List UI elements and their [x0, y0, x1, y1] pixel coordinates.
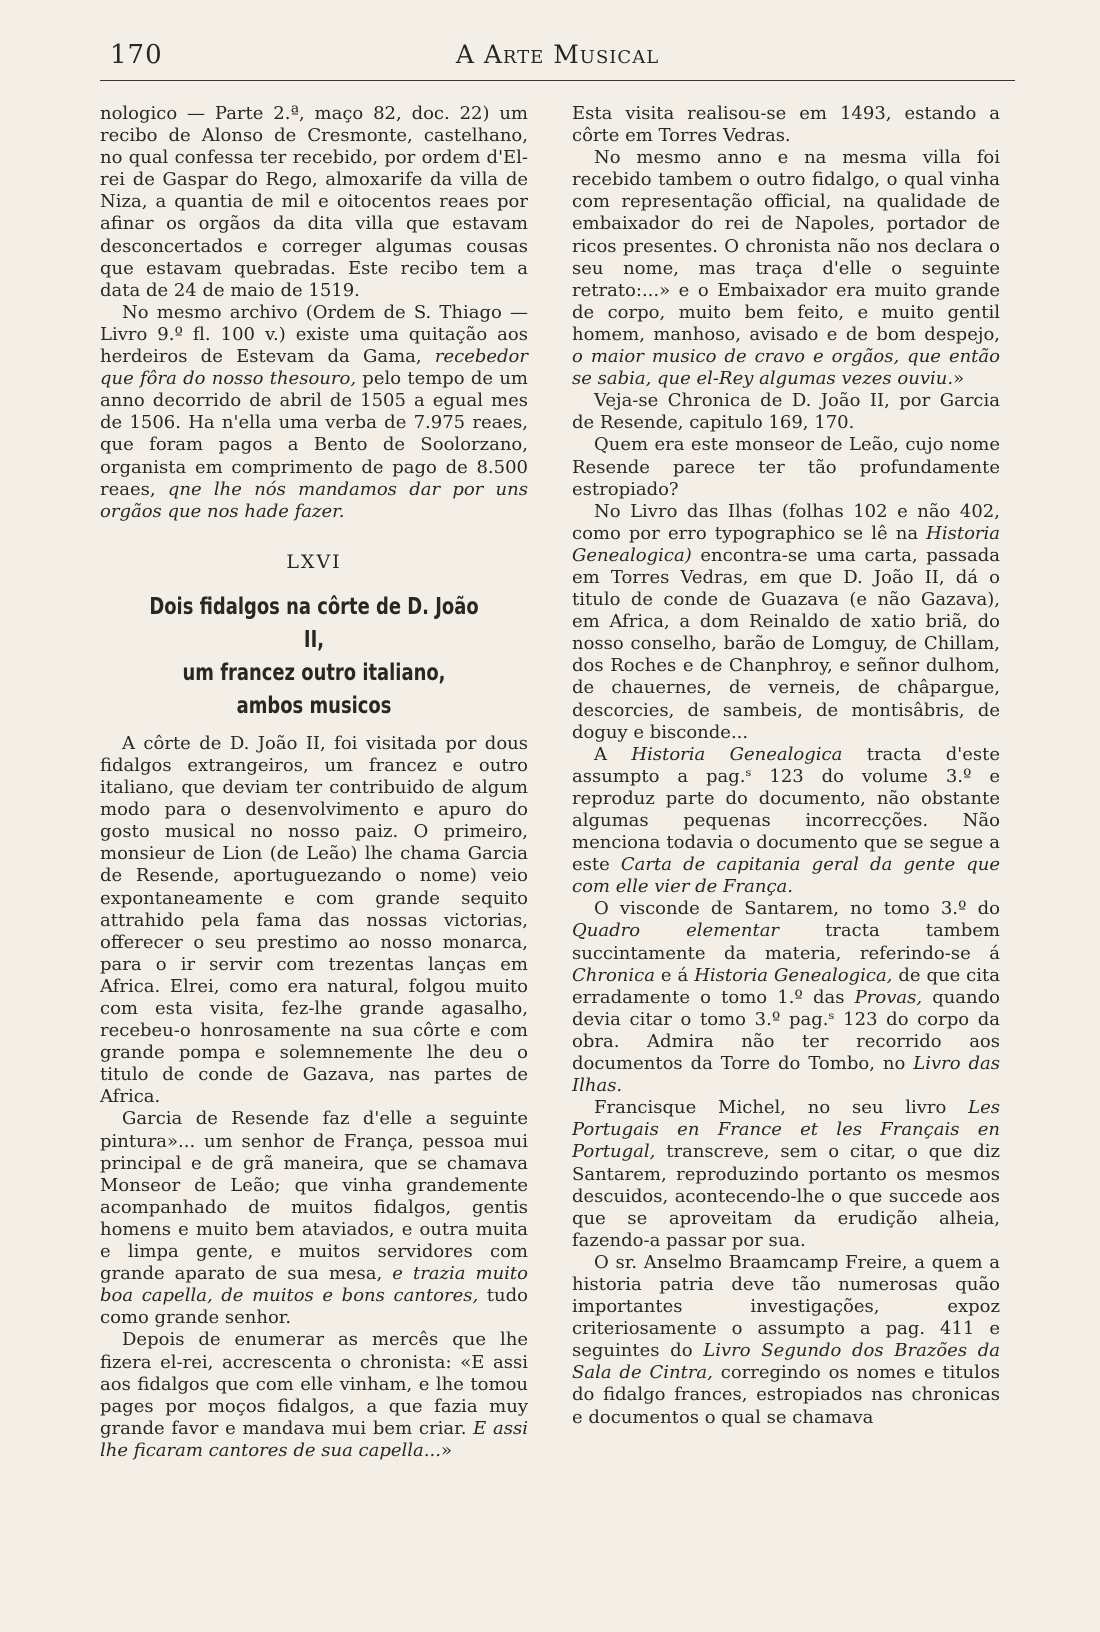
paragraph: nologico — Parte 2.ª, maço 82, doc. 22) um recibo de Alonso de Cresmonte, castelhano, no qual confessa ter recebido, por ordem d'El-rei de Gaspar do Rego, almoxarife da villa de Niza, a quantia de mil e oitocentos reaes por afinar os orgãos da dita villa que estavam desconcertados e correger algumas cousas que estavam quebradas. Este recibo tem a data de 24 de maio de 1519.: [100, 103, 528, 301]
left-column: [100, 103, 528, 1462]
running-title: A Arte Musical: [455, 40, 660, 69]
paragraph: Francisque Michel, no seu livro Les Portugais en France et les Français en Portugal, transcreve, sem o citar, o que diz Santarem, reproduzindo portanto os mesmos descuidos, acontecendo-lhe o que succede aos que se aproveitam da erudição alheia, fazendo-a passar por sua.: [572, 1097, 1000, 1251]
paragraph: Quem era este monseor de Leão, cujo nome Resende parece ter tão profundamente estropiado?: [572, 434, 1000, 500]
page-number: 170: [110, 40, 163, 70]
paragraph: No mesmo anno e na mesma villa foi recebido tambem o outro fidalgo, o qual vinha com representação official, na qualidade de embaixador do rei de Napoles, portador de ricos presentes. O chronista não nos declara o seu nome, mas traça d'elle o seguinte retrato:...» e o Embaixador era muito grande de corpo, muito bem feito, e muito gentil homem, manhoso, avisado e de bom despejo, o maior musico de cravo e orgãos, que então se sabia, que el-Rey algumas vezes ouviu.»: [572, 147, 1000, 390]
section-title-line: um francez outro italiano, ambos musicos: [182, 659, 446, 719]
paragraph: Depois de enumerar as mercês que lhe fizera el-rei, accrescenta o chronista: «E assi aos fidalgos que com elle vinham, e lhe tomou pages por moços fidalgos, a que fazia muy grande favor e mandava mui bem criar. E assi lhe ficaram cantores de sua capella...»: [100, 1329, 528, 1461]
paragraph: No Livro das Ilhas (folhas 102 e não 402, como por erro typographico se lê na Historia Genealogica) encontra-se uma carta, passada em Torres Vedras, em que D. João II, dá o titulo de conde de Guazava (e não Gazava), em Africa, a dom Reinaldo de xatio briã, do nosso conselho, barão de Lomguy, de Chillam, dos Roches e de Chanphroy, e señnor dulhom, de chauernes, de verneis, de châpargue, descorcies, de sambeis, de montisâbris, de doguy e bisconde...: [572, 500, 1000, 743]
paragraph: A Historia Genealogica tracta d'este assumpto a pag.ˢ 123 do volume 3.º e reproduz parte do documento, não obstante algumas pequenas incorrecções. Não menciona todavia o documento que se segue a este Carta de capitania geral da gente que com elle vier de França.: [572, 743, 1000, 898]
header-rule: [100, 80, 1015, 81]
paragraph: O sr. Anselmo Braamcamp Freire, a quem a historia patria deve tão numerosas quão importantes investigações, expoz criteriosamente o assumpto a pag. 411 e seguintes do Livro Segundo dos Brazões da Sala de Cintra, corregindo os nomes e titulos do fidalgo frances, estropiados nas chronicas e documentos o qual se chamava: [572, 1251, 1001, 1428]
section-number: LXVI: [286, 550, 342, 573]
paragraph: A côrte de D. João II, foi visitada por dous fidalgos extrangeiros, um francez e outro italiano, que deviam ter contribuido de algum modo para o desenvolvimento e apuro do gosto musical no nosso paiz. O primeiro, monsieur de Lion (de Leão) lhe chama Garcia de Resende, aportuguezando o nome) veio expontaneamente e com grande sequito attrahido pela fama das nossas victorias, offerecer o seu prestimo ao nosso monarca, para o ir servir com trezentas lanças em Africa. Elrei, como era natural, folgou muito com esta visita, fez-lhe grande agasalho, recebeu-o honrosamente na sua côrte e com grande pompa e solemnemente lhe deu o titulo de conde de Gazava, nas partes de Africa.: [100, 732, 528, 1108]
paragraph: Veja-se Chronica de D. João II, por Garcia de Resende, capitulo 169, 170.: [572, 390, 1000, 434]
paragraph: Garcia de Resende faz d'elle a seguinte pintura»... um senhor de França, pessoa mui principal e de grã maneira, que se chamava Monseor de Leão; que vinha grandemente acompanhado de muitos fidalgos, gentis homens e muito bem ataviados, e outra muita e limpa gente, e muitos servidores com grande aparato de sua mesa, e trazia muito boa capella, de muitos e bons cantores, tudo como grande senhor.: [100, 1108, 529, 1329]
paragraph: No mesmo archivo (Ordem de S. Thiago — Livro 9.º fl. 100 v.) existe uma quitação aos herdeiros de Estevam da Gama, recebedor que fôra do nosso thesouro, pelo tempo de um anno decorrido de abril de 1505 a egual mes de 1506. Ha n'ella uma verba de 7.975 reaes, que foram pagos a Bento de Soolorzano, organista em comprimento de pago de 8.500 reaes, qne lhe nós mandamos dar por uns orgãos que nos hade fazer.: [100, 301, 528, 522]
section-title-line: Dois fidalgos na côrte de D. João II,: [149, 593, 479, 653]
page-header: [100, 36, 1015, 76]
paragraph: O visconde de Santarem, no tomo 3.º do Quadro elementar tracta tambem succintamente da materia, referindo-se á Chronica e á Historia Genealogica, de que cita erradamente o tomo 1.º das Provas, quando devia citar o tomo 3.º pag.ˢ 123 do corpo da obra. Admira não ter recorrido aos documentos da Torre do Tombo, no Livro das Ilhas.: [572, 898, 1000, 1097]
section-title: [147, 591, 481, 723]
paragraph: Esta visita realisou-se em 1493, estando a côrte em Torres Vedras.: [572, 103, 1000, 147]
right-column: [572, 103, 1000, 1429]
